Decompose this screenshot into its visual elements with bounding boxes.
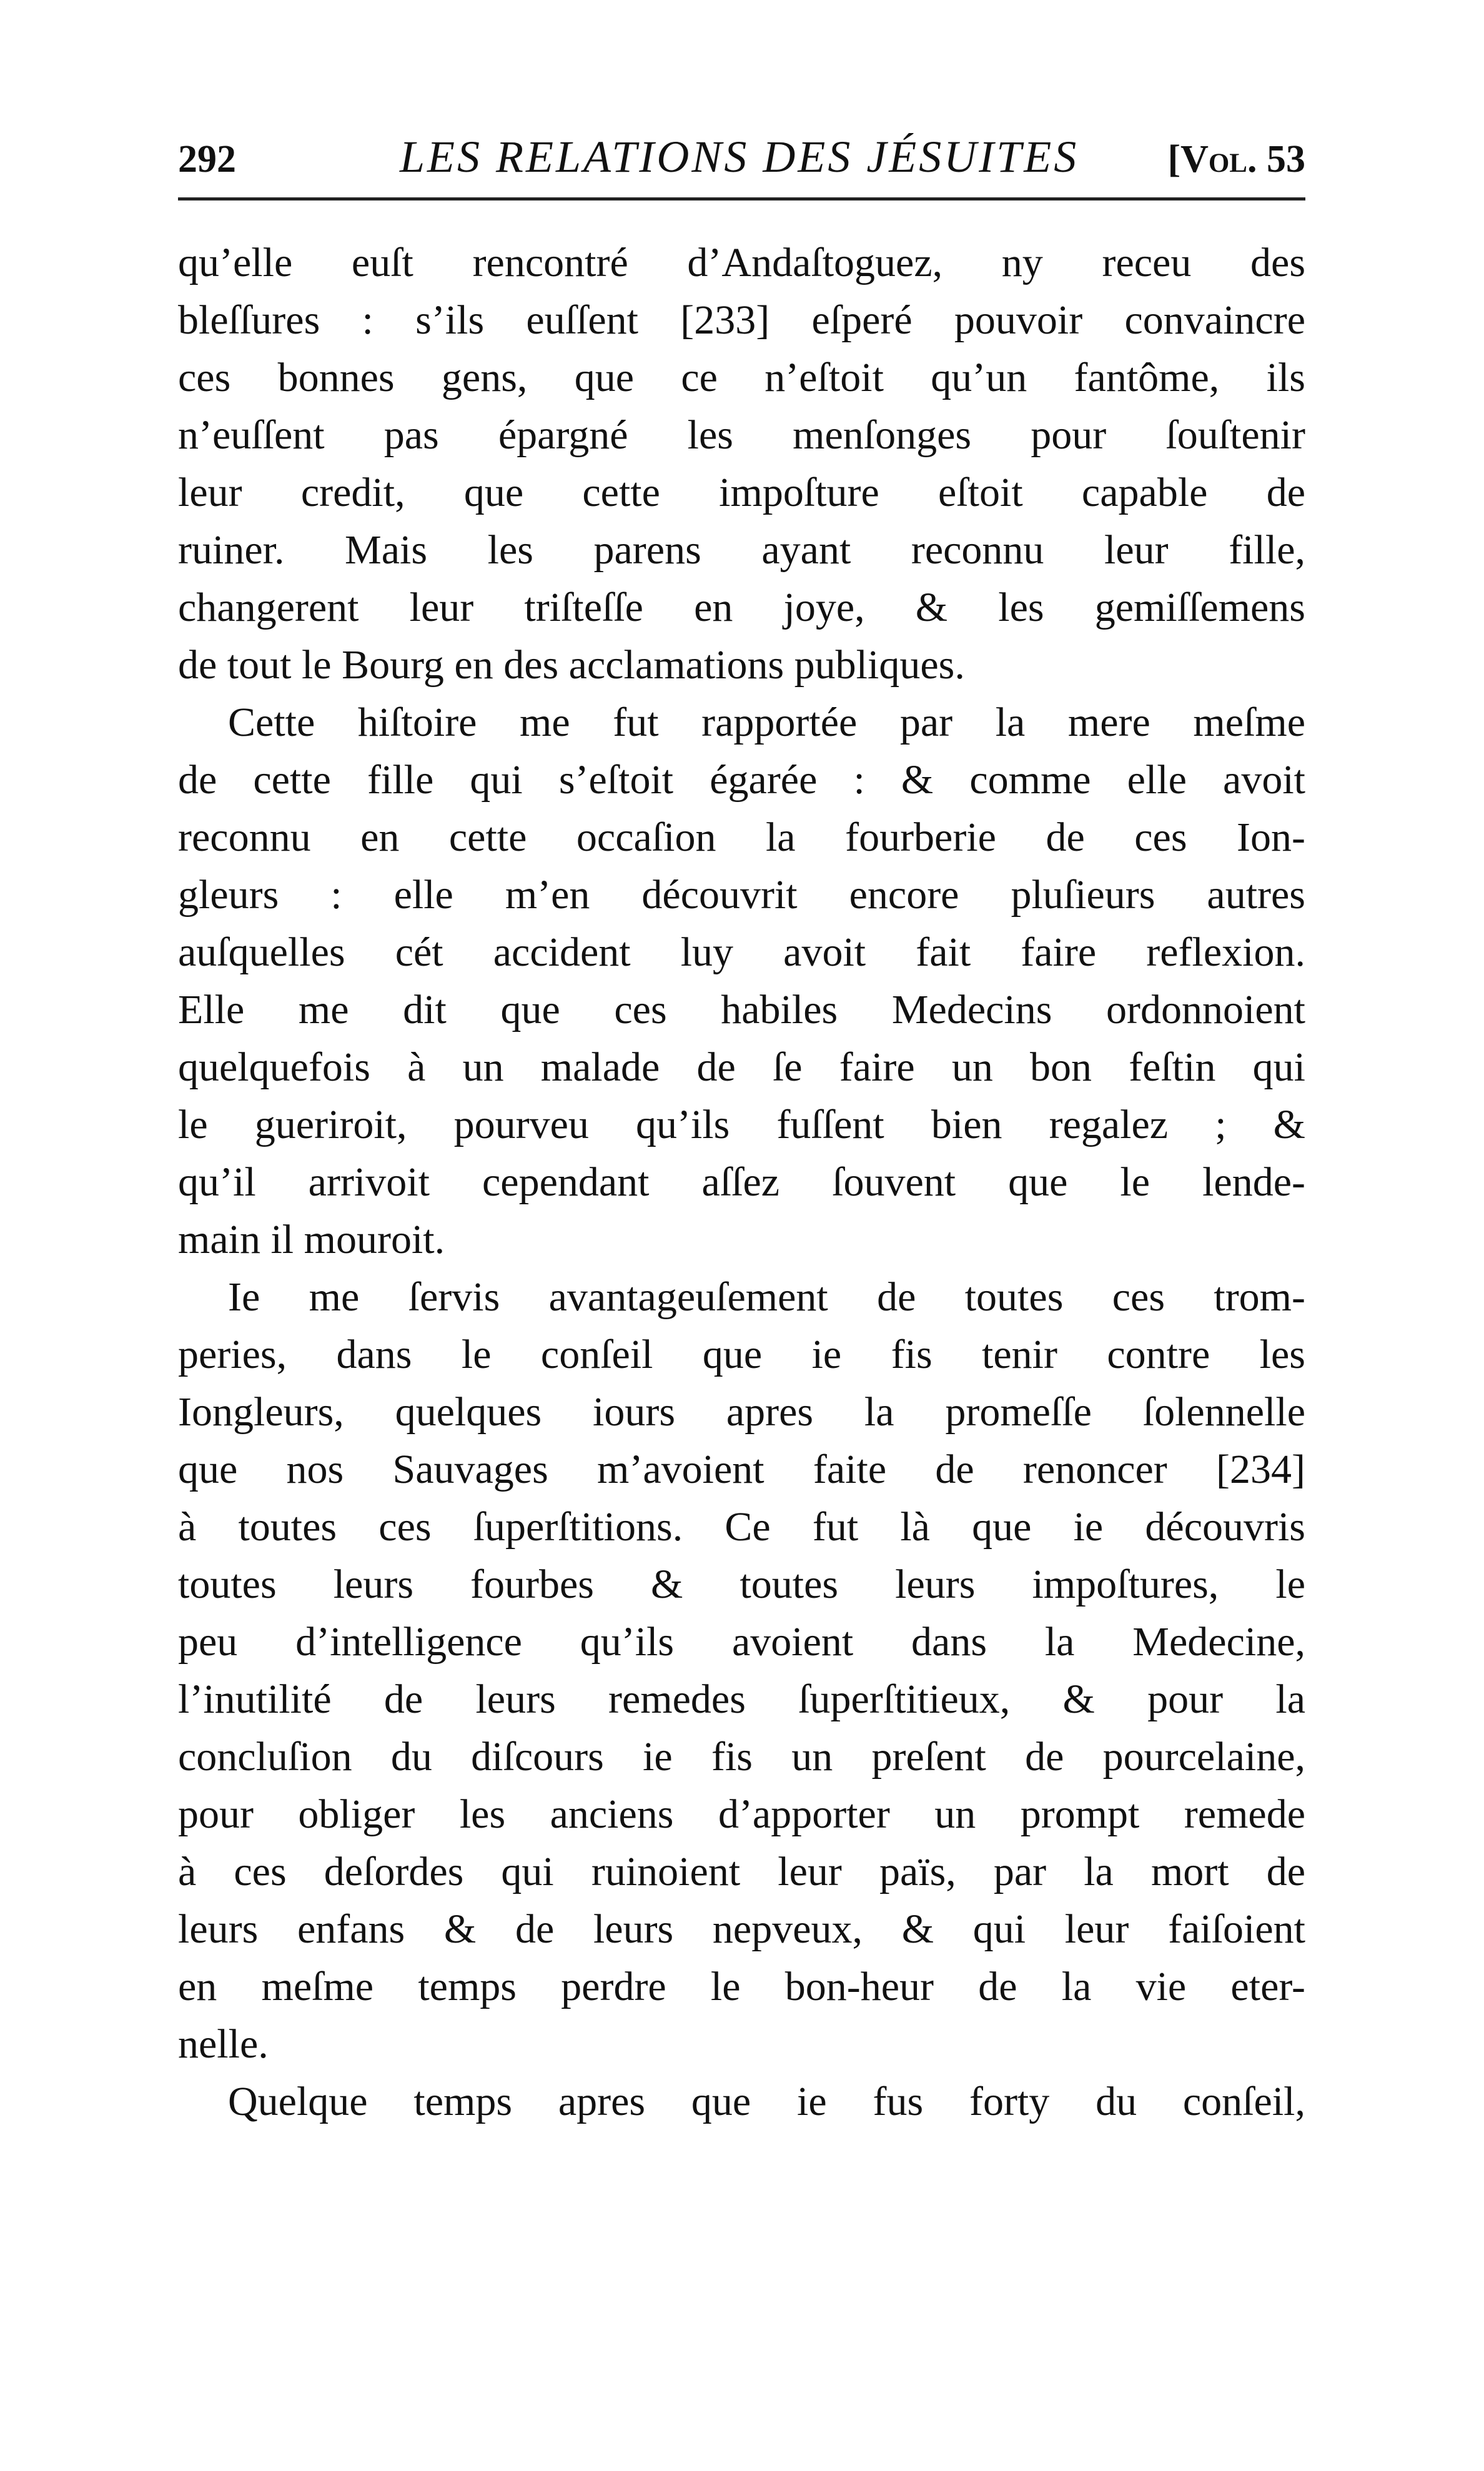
text-line: de tout le Bourg en des acclamations publiques. — [178, 642, 965, 688]
text-line: bleſſures : s’ils euſſent [233] eſperé pouvoir convaincre — [178, 297, 1305, 343]
text-line: leur credit, que cette impoſture eſtoit capable de — [178, 470, 1305, 515]
text-line: gleurs : elle m’en découvrit encore pluſieurs autres — [178, 872, 1305, 918]
text-line: peries, dans le conſeil que ie fis tenir contre les — [178, 1332, 1305, 1377]
text-line: Iongleurs, quelques iours apres la promeſſe ſolennelle — [178, 1389, 1305, 1435]
text-line: ces bonnes gens, que ce n’eſtoit qu’un fantôme, ils — [178, 355, 1305, 400]
text-line: pour obliger les anciens d’apporter un prompt remede — [178, 1791, 1305, 1837]
text-line: main il mouroit. — [178, 1217, 445, 1262]
text-line: l’inutilité de leurs remedes ſuperſtitieux, & pour la — [178, 1676, 1305, 1722]
text-line: qu’il arrivoit cependant aſſez ſouvent que le lende- — [178, 1159, 1305, 1205]
text-line: concluſion du diſcours ie fis un preſent de pourcelaine, — [178, 1734, 1305, 1780]
text-line: que nos Sauvages m’avoient faite de renoncer [234] — [178, 1447, 1305, 1492]
text-line: à toutes ces ſuperſtitions. Ce fut là que ie découvris — [178, 1504, 1305, 1550]
volume-label: [Vol. 53 — [1167, 138, 1305, 181]
text-line: qu’elle euſt rencontré d’Andaſtoguez, ny receu des — [178, 240, 1305, 285]
text-line: n’euſſent pas épargné les menſonges pour ſouſtenir — [178, 412, 1305, 458]
text-line: Quelque temps apres que ie fus forty du conſeil, — [228, 2079, 1305, 2124]
text-line: reconnu en cette occaſion la fourberie de ces Ion- — [178, 815, 1305, 860]
text-line: ruiner. Mais les parens ayant reconnu leur fille, — [178, 527, 1305, 573]
text-line: quelquefois à un malade de ſe faire un bon feſtin qui — [178, 1044, 1305, 1090]
body-text — [178, 234, 1305, 2131]
page-number: 292 — [178, 138, 236, 181]
text-line: Ie me ſervis avantageuſement de toutes ces trom- — [228, 1274, 1305, 1320]
text-line: auſquelles cét accident luy avoit fait faire reflexion. — [178, 929, 1305, 975]
header-rule — [178, 197, 1305, 201]
running-head — [178, 125, 1305, 184]
text-line: leurs enfans & de leurs nepveux, & qui leur faiſoient — [178, 1906, 1305, 1952]
text-line: peu d’intelligence qu’ils avoient dans la Medecine, — [178, 1619, 1305, 1665]
text-line: de cette fille qui s’eſtoit égarée : & comme elle avoit — [178, 757, 1305, 803]
text-line: le gueriroit, pourveu qu’ils fuſſent bien regalez ; & — [178, 1102, 1305, 1147]
text-line: à ces deſordes qui ruinoient leur païs, par la mort de — [178, 1849, 1305, 1894]
text-line: Elle me dit que ces habiles Medecins ordonnoient — [178, 987, 1305, 1032]
text-line: en meſme temps perdre le bon-heur de la vie eter- — [178, 1964, 1305, 2009]
text-line: nelle. — [178, 2021, 269, 2067]
text-line: changerent leur triſteſſe en joye, & les gemiſſemens — [178, 585, 1305, 630]
running-title: LES RELATIONS DES JÉSUITES — [400, 132, 1079, 182]
text-line: toutes leurs fourbes & toutes leurs impoſtures, le — [178, 1562, 1305, 1607]
text-line: Cette hiſtoire me fut rapportée par la mere meſme — [228, 700, 1305, 745]
